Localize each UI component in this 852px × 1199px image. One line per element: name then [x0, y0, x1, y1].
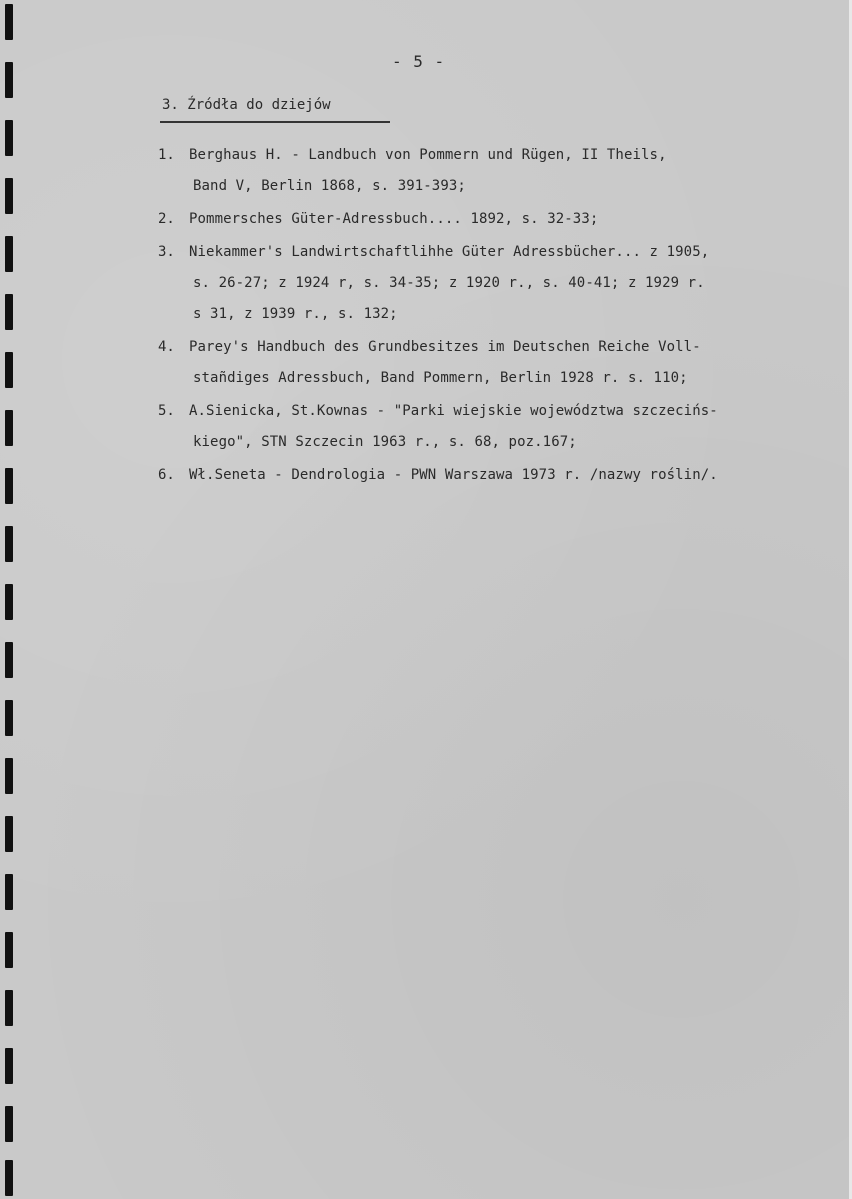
reference-line: Band V, Berlin 1868, s. 391-393; [193, 178, 466, 194]
binder-hole [5, 1160, 13, 1196]
binder-hole [5, 758, 13, 794]
binder-hole [5, 1106, 13, 1142]
reference-text [189, 140, 848, 202]
binder-hole [5, 4, 13, 40]
binder-hole [5, 410, 13, 446]
reference-number: 3. [158, 244, 175, 260]
binder-hole [5, 990, 13, 1026]
reference-line: stañdiges Adressbuch, Band Pommern, Berlin 1928 r. s. 110; [193, 370, 688, 386]
reference-item [158, 396, 848, 458]
binder-hole [5, 874, 13, 910]
binder-hole [5, 120, 13, 156]
reference-text [189, 396, 848, 458]
binder-hole [5, 700, 13, 736]
binder-hole [5, 642, 13, 678]
reference-line: Pommersches Güter-Adressbuch.... 1892, s. 32-33; [189, 211, 599, 227]
reference-line: s. 26-27; z 1924 r, s. 34-35; z 1920 r., s. 40-41; z 1929 r. [193, 275, 705, 291]
reference-text [189, 332, 848, 394]
binder-hole [5, 294, 13, 330]
reference-line: kiego", STN Szczecin 1963 r., s. 68, poz.167; [193, 434, 577, 450]
reference-line: Berghaus H. - Landbuch von Pommern und Rügen, II Theils, [189, 147, 667, 163]
reference-number: 2. [158, 211, 175, 227]
reference-text [189, 204, 848, 235]
reference-number: 5. [158, 403, 175, 419]
binder-hole [5, 236, 13, 272]
reference-item [158, 332, 848, 394]
reference-number: 4. [158, 339, 175, 355]
binder-hole [5, 178, 13, 214]
reference-line: A.Sienicka, St.Kownas - "Parki wiejskie województwa szczecińs- [189, 403, 718, 419]
reference-number: 6. [158, 467, 175, 483]
reference-text [189, 460, 848, 491]
binder-hole [5, 468, 13, 504]
reference-item [158, 460, 848, 491]
reference-line: s 31, z 1939 r., s. 132; [193, 306, 398, 322]
binder-hole [5, 1048, 13, 1084]
reference-item [158, 140, 848, 202]
section-underline [160, 121, 390, 123]
page-number: - 5 - [392, 52, 446, 71]
reference-list [158, 140, 848, 493]
reference-text [189, 237, 848, 330]
binder-hole [5, 352, 13, 388]
reference-item [158, 204, 848, 235]
binder-hole [5, 584, 13, 620]
binder-holes [0, 0, 40, 1199]
binder-hole [5, 932, 13, 968]
section-heading: 3. Źródła do dziejów [162, 97, 331, 113]
reference-line: Niekammer's Landwirtschaftlihhe Güter Adressbücher... z 1905, [189, 244, 710, 260]
reference-line: Parey's Handbuch des Grundbesitzes im Deutschen Reiche Voll- [189, 339, 701, 355]
reference-number: 1. [158, 147, 175, 163]
binder-hole [5, 62, 13, 98]
binder-hole [5, 816, 13, 852]
binder-hole [5, 526, 13, 562]
reference-line: Wł.Seneta - Dendrologia - PWN Warszawa 1973 r. /nazwy roślin/. [189, 467, 718, 483]
reference-item [158, 237, 848, 330]
